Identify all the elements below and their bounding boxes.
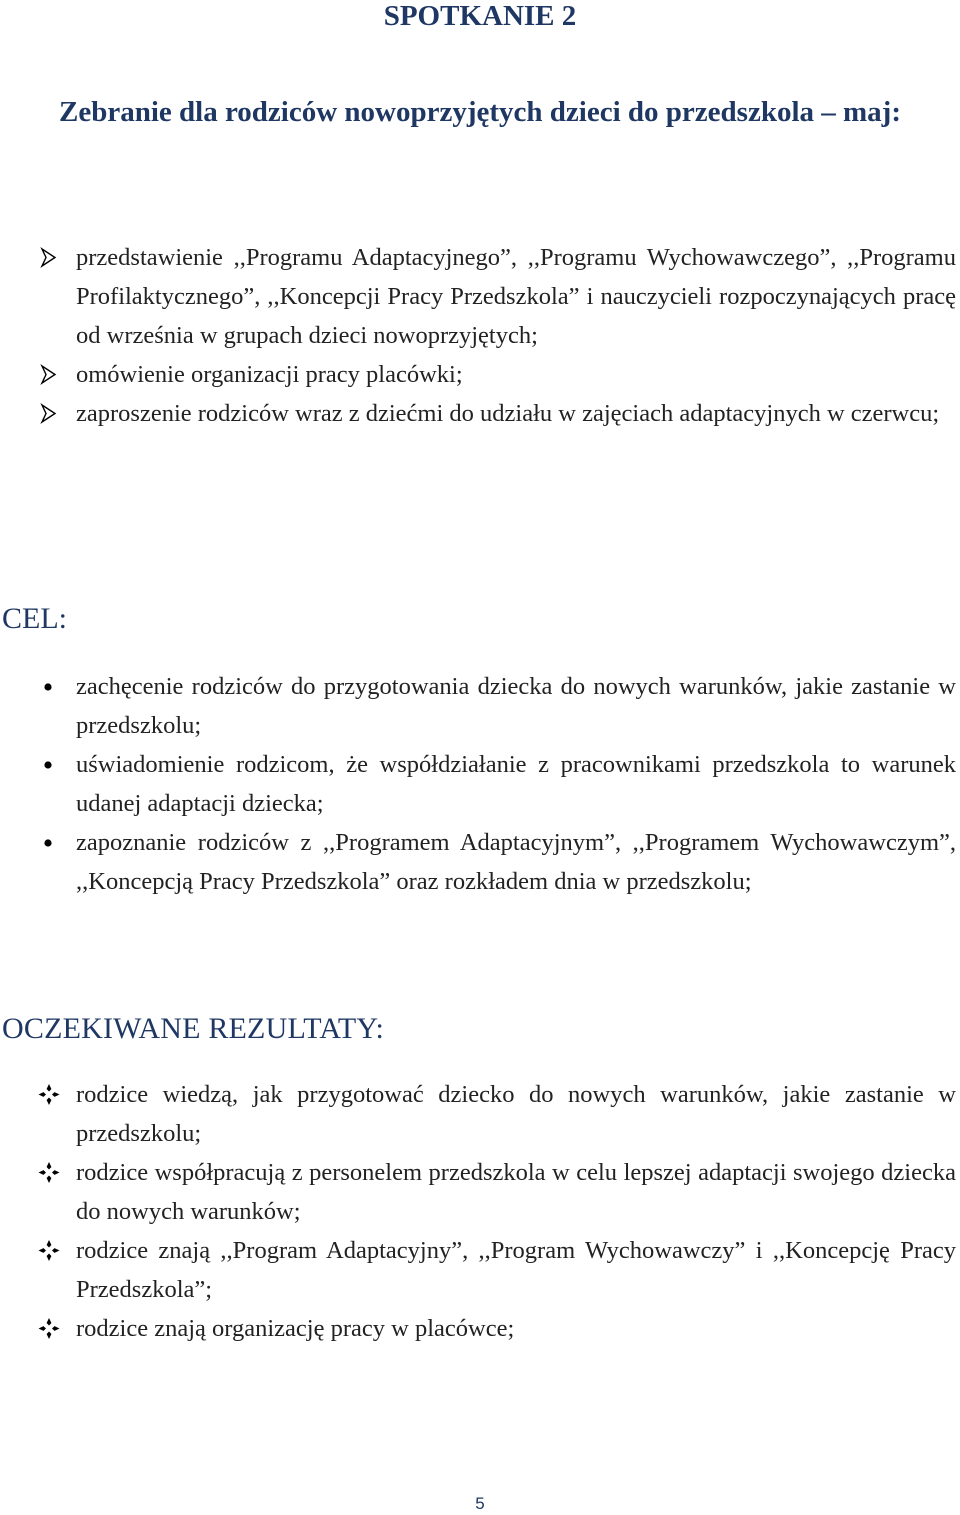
arrow-bullet-icon <box>38 394 60 433</box>
agenda-item <box>0 394 956 433</box>
results-item <box>0 1231 956 1309</box>
results-item <box>0 1075 956 1153</box>
results-item-text: rodzice wiedzą, jak przygotować dziecko do nowych warunków, jakie zastanie w przedszkolu; <box>76 1081 956 1147</box>
cel-item-text: zachęcenie rodziców do przygotowania dziecka do nowych warunków, jakie zastanie w przedszkolu; <box>76 673 956 739</box>
agenda-item-text: zaproszenie rodziców wraz z dziećmi do udziału w zajęciach adaptacyjnych w czerwcu; <box>76 400 940 427</box>
results-item <box>0 1153 956 1231</box>
results-list <box>0 1075 956 1348</box>
cel-item-text: uświadomienie rodzicom, że współdziałanie z pracownikami przedszkola to warunek udanej adaptacji dziecka; <box>76 751 956 817</box>
results-item-text: rodzice współpracują z personelem przedszkola w celu lepszej adaptacji swojego dziecka do nowych warunków; <box>76 1159 956 1225</box>
results-item-text: rodzice znają ,,Program Adaptacyjny”, ,,Program Wychowawczy” i ,,Koncepcję Pracy Przedszkola”; <box>76 1237 956 1303</box>
results-item-text: rodzice znają organizację pracy w placówce; <box>76 1315 515 1342</box>
dot-bullet-icon <box>38 745 60 784</box>
cel-item <box>0 823 956 901</box>
results-item <box>0 1309 956 1348</box>
page-number: 5 <box>475 1494 485 1513</box>
agenda-item-text: omówienie organizacji pracy placówki; <box>76 361 463 388</box>
cel-item <box>0 745 956 823</box>
cel-item <box>0 667 956 745</box>
agenda-item-text: przedstawienie ,,Programu Adaptacyjnego”, ,,Programu Wychowawczego”, ,,Programu Profilaktycznego”, ,,Koncepcji Pracy Przedszkola” i nauczycieli rozpoczynających pracę od września w grupach dzieci nowoprzyjętych; <box>76 244 956 349</box>
page-title: SPOTKANIE 2 <box>383 0 577 32</box>
cel-item-text: zapoznanie rodziców z ,,Programem Adaptacyjnym”, ,,Programem Wychowawczym”, ,,Koncepcją Pracy Przedszkola” oraz rozkładem dnia w przedszkolu; <box>76 829 956 895</box>
agenda-list <box>0 238 956 433</box>
diamond-bullet-icon <box>38 1075 60 1114</box>
cel-heading: CEL: <box>2 602 67 635</box>
results-heading: OCZEKIWANE REZULTATY: <box>2 1012 385 1045</box>
meeting-title: Zebranie dla rodziców nowoprzyjętych dzieci do przedszkola – maj: <box>59 96 901 128</box>
diamond-bullet-icon <box>38 1153 60 1192</box>
cel-list <box>0 667 956 901</box>
arrow-bullet-icon <box>38 238 60 277</box>
agenda-item <box>0 238 956 355</box>
dot-bullet-icon <box>38 823 60 862</box>
arrow-bullet-icon <box>38 355 60 394</box>
diamond-bullet-icon <box>38 1231 60 1270</box>
dot-bullet-icon <box>38 667 60 706</box>
agenda-item <box>0 355 956 394</box>
diamond-bullet-icon <box>38 1309 60 1348</box>
